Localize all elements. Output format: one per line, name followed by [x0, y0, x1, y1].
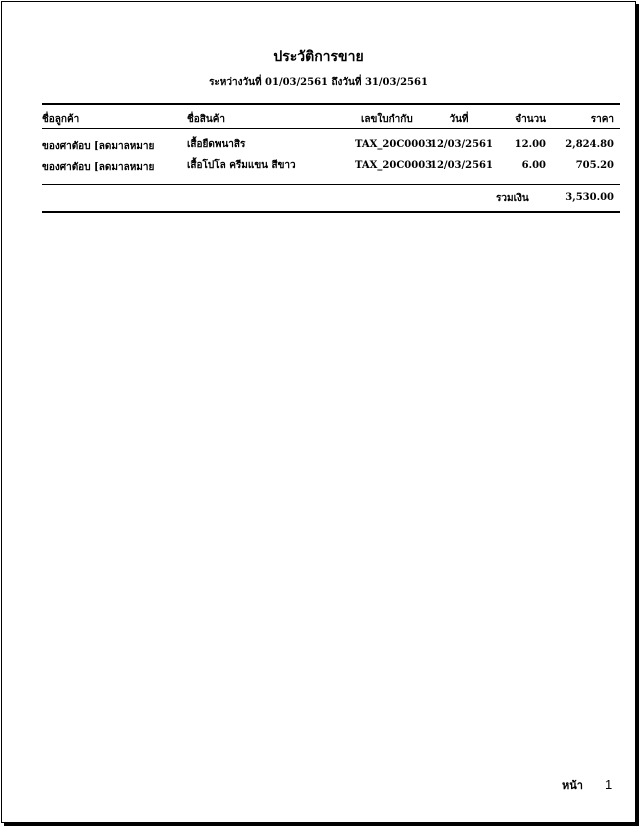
- rows-bottom-rule: [42, 184, 620, 185]
- report-title: ประวัติการขาย: [273, 49, 364, 65]
- col-header-customer: ชื่อลูกค้า: [42, 114, 80, 125]
- report-date-range: ระหว่างวันที่ 01/03/2561 ถึงวันที่ 31/03/2561: [209, 77, 428, 88]
- cell-date: 12/03/2561: [430, 160, 493, 171]
- cell-invoice: TAX_20C0003: [355, 139, 433, 150]
- cell-customer: ของศาตัอบ [ลดมาลหมาย: [42, 162, 155, 173]
- col-header-invoice: เลขใบกำกับ: [361, 114, 413, 125]
- cell-qty: 12.00: [514, 139, 546, 150]
- header-bottom-rule: [42, 128, 620, 129]
- total-bottom-rule: [42, 211, 620, 213]
- page-indicator: [562, 776, 612, 794]
- cell-date: 12/03/2561: [430, 139, 493, 150]
- page-label: หน้า: [562, 779, 583, 792]
- header-top-rule: [42, 103, 620, 105]
- cell-price: 705.20: [575, 160, 614, 171]
- total-label: รวมเงิน: [496, 193, 529, 204]
- col-header-price: ราคา: [590, 114, 614, 125]
- page-number: 1: [604, 777, 613, 792]
- report-page: [1, 1, 636, 823]
- cell-qty: 6.00: [521, 160, 546, 171]
- col-header-qty: จำนวน: [515, 114, 546, 125]
- cell-price: 2,824.80: [565, 139, 614, 150]
- col-header-date: วันที่: [449, 114, 469, 125]
- cell-customer: ของศาตัอบ [ลดมาลหมาย: [42, 141, 155, 152]
- total-value: 3,530.00: [565, 192, 614, 203]
- col-header-product: ชื่อสินค้า: [187, 114, 226, 125]
- cell-invoice: TAX_20C0003: [355, 160, 433, 171]
- cell-product: เสื้อโปโล ครีมแขน สีขาว: [187, 160, 296, 171]
- cell-product: เสื้อยืดพนาสิร: [187, 139, 246, 150]
